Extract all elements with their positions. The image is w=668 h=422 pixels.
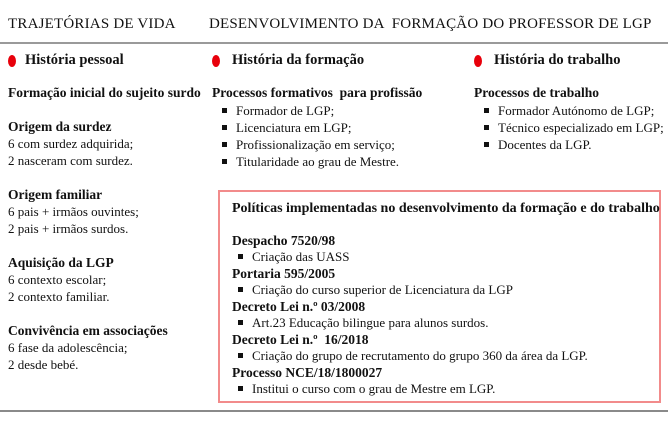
- square-bullet-icon: [238, 287, 243, 292]
- red-bullet-icon: [212, 55, 220, 67]
- detail-line: 2 desde bebé.: [8, 357, 79, 372]
- section-formacao-inicial: [8, 84, 210, 101]
- square-bullet-icon: [238, 353, 243, 358]
- section-origem-familiar: [8, 186, 210, 237]
- header-divider: [0, 42, 668, 44]
- list-item-label: Titularidade ao grau de Mestre.: [236, 154, 400, 169]
- square-bullet-icon: [222, 142, 227, 147]
- law-detail: [232, 282, 649, 299]
- left-title: TRAJETÓRIAS DE VIDA: [8, 16, 176, 32]
- square-bullet-icon: [222, 159, 227, 164]
- right-title: DESENVOLVIMENTO DA FORMAÇÃO DO PROFESSOR DE LGP: [209, 16, 652, 32]
- red-bullet-icon: [8, 55, 16, 67]
- square-bullet-icon: [222, 108, 227, 113]
- list-item: [474, 136, 664, 153]
- law-title: Portaria 595/2005: [232, 265, 336, 281]
- section-title: Aquisição da LGP: [8, 255, 114, 270]
- square-bullet-icon: [238, 386, 243, 391]
- list-item-label: Formador Autónomo de LGP;: [498, 103, 655, 118]
- square-bullet-icon: [238, 254, 243, 259]
- section-processos-formativos: [212, 84, 464, 170]
- column-header-label: História do trabalho: [494, 52, 621, 68]
- square-bullet-icon: [222, 125, 227, 130]
- list-item: [474, 119, 664, 136]
- law-detail: [232, 315, 649, 332]
- list-item: [212, 136, 464, 153]
- law-detail-label: Criação das UASS: [252, 249, 350, 264]
- detail-line: 6 com surdez adquirida;: [8, 136, 134, 151]
- column-header-label: História pessoal: [25, 52, 124, 68]
- list-item-label: Licenciatura em LGP;: [236, 120, 352, 135]
- section-aquisicao-lgp: [8, 254, 210, 305]
- law-detail-label: Art.23 Educação bilingue para alunos surdos.: [252, 315, 489, 330]
- section-title: Processos formativos para profissão: [212, 85, 423, 100]
- law-detail-label: Institui o curso com o grau de Mestre em LGP.: [252, 381, 496, 396]
- list-item: [474, 102, 664, 119]
- square-bullet-icon: [484, 142, 489, 147]
- column-header-label: História da formação: [232, 52, 365, 68]
- law-detail-label: Criação do curso superior de Licenciatura da LGP: [252, 282, 513, 297]
- column-header: [212, 52, 464, 69]
- detail-line: 2 nasceram com surdez.: [8, 153, 133, 168]
- list-item: [212, 119, 464, 136]
- list-item-label: Docentes da LGP.: [498, 137, 592, 152]
- column-historia-trabalho: [474, 52, 664, 153]
- law-detail: [232, 348, 649, 365]
- column-header: [474, 52, 664, 69]
- square-bullet-icon: [484, 125, 489, 130]
- law-title: Decreto Lei n.º 03/2008: [232, 298, 366, 314]
- square-bullet-icon: [238, 320, 243, 325]
- column-header: [8, 52, 210, 69]
- law-title: Decreto Lei n.º 16/2018: [232, 331, 369, 347]
- detail-line: 2 contexto familiar.: [8, 289, 110, 304]
- detail-line: 6 pais + irmãos ouvintes;: [8, 204, 139, 219]
- bottom-divider: [0, 410, 668, 412]
- law-detail: [232, 381, 649, 398]
- red-bullet-icon: [474, 55, 482, 67]
- list-item-label: Profissionalização em serviço;: [236, 137, 395, 152]
- list-item-label: Técnico especializado em LGP;: [498, 120, 664, 135]
- law-detail-label: Criação do grupo de recrutamento do grupo 360 da área da LGP.: [252, 348, 588, 363]
- law-title: Processo NCE/18/1800027: [232, 364, 383, 380]
- detail-line: 2 pais + irmãos surdos.: [8, 221, 129, 236]
- detail-line: 6 fase da adolescência;: [8, 340, 128, 355]
- section-processos-trabalho: [474, 84, 664, 153]
- policy-box: [218, 190, 661, 403]
- bullet-list: [474, 102, 664, 153]
- section-title: Processos de trabalho: [474, 85, 599, 100]
- bullet-list: [212, 102, 464, 170]
- list-item: [212, 102, 464, 119]
- column-historia-pessoal: [8, 52, 210, 373]
- section-title: Origem familiar: [8, 187, 103, 202]
- section-title: Formação inicial do sujeito surdo: [8, 85, 201, 100]
- section-title: Convivência em associações: [8, 323, 168, 338]
- policy-box-title: Políticas implementadas no desenvolvimento da formação e do trabalho: [232, 201, 660, 216]
- law-detail: [232, 249, 649, 266]
- section-title: Origem da surdez: [8, 119, 112, 134]
- section-origem-surdez: [8, 118, 210, 169]
- list-item: [212, 153, 464, 170]
- square-bullet-icon: [484, 108, 489, 113]
- section-convivencia: [8, 322, 210, 373]
- detail-line: 6 contexto escolar;: [8, 272, 107, 287]
- law-title: Despacho 7520/98: [232, 232, 336, 248]
- column-historia-formacao: [212, 52, 464, 170]
- list-item-label: Formador de LGP;: [236, 103, 335, 118]
